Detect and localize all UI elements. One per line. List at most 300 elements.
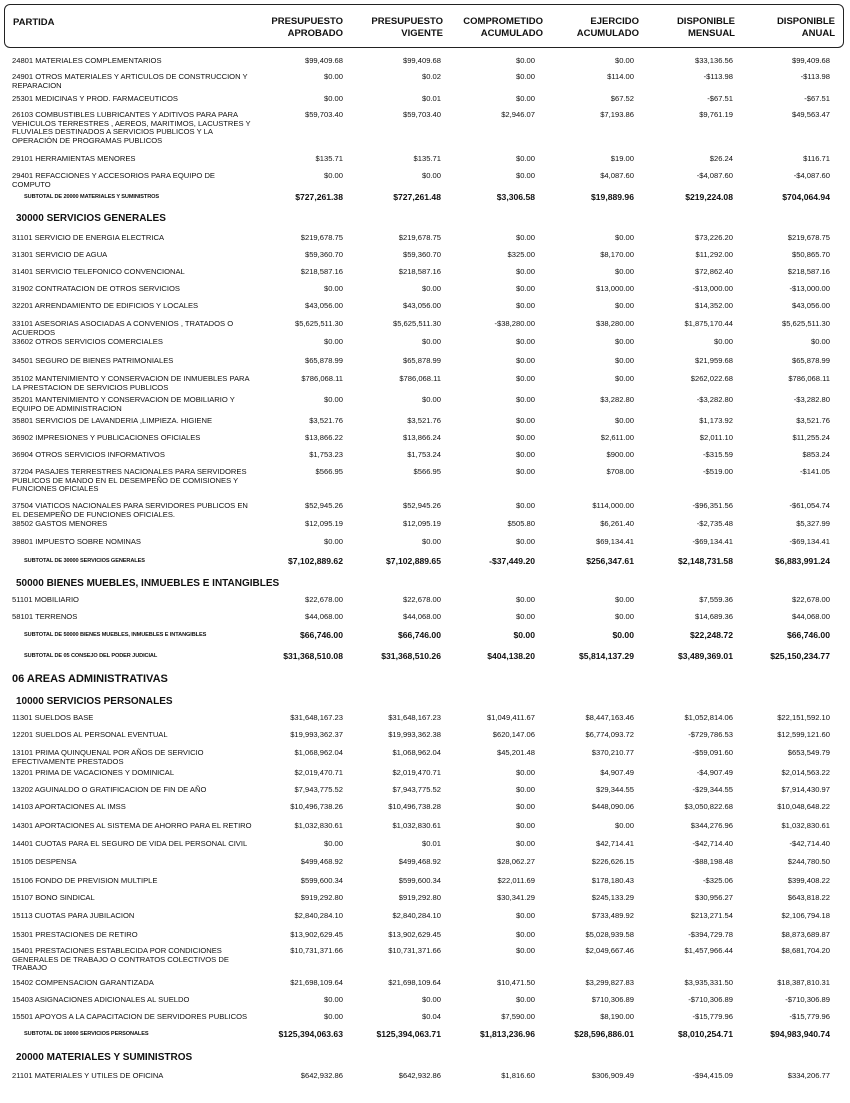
cell-disponible-mensual: $344,276.96 <box>690 821 733 830</box>
cell-disponible-mensual: $2,011.10 <box>699 433 733 442</box>
cell-disponible-mensual: $213,271.54 <box>690 911 733 920</box>
cell-ejercido-acumulado: $710,306.89 <box>591 995 634 1004</box>
cell-disponible-mensual: $3,935,331.50 <box>684 978 733 987</box>
cell-presupuesto-aprobado: $5,625,511.30 <box>295 319 343 328</box>
cell-disponible-anual: $116.71 <box>803 154 830 163</box>
cell-ejercido-acumulado: $5,814,137.29 <box>579 651 634 661</box>
header-partida: PARTIDA <box>13 17 55 28</box>
section-heading: 10000 SERVICIOS PERSONALES <box>16 696 173 707</box>
section-heading: 20000 MATERIALES Y SUMINISTROS <box>16 1052 193 1063</box>
partida-label: 51101 MOBILIARIO <box>12 595 79 604</box>
cell-ejercido-acumulado: $5,028,939.58 <box>585 930 634 939</box>
cell-presupuesto-vigente: $0.00 <box>421 284 441 293</box>
cell-presupuesto-vigente: $499,468.92 <box>398 857 441 866</box>
cell-disponible-mensual: -$29,344.55 <box>692 785 733 794</box>
cell-disponible-anual: $8,873,689.87 <box>781 930 830 939</box>
cell-disponible-mensual: -$94,415.09 <box>692 1071 733 1080</box>
cell-presupuesto-vigente: $43,056.00 <box>402 301 441 310</box>
cell-disponible-anual: $94,983,940.74 <box>770 1029 830 1039</box>
cell-presupuesto-aprobado: $12,095.19 <box>304 519 343 528</box>
cell-disponible-anual: -$141.05 <box>800 467 830 476</box>
header-disponible-mensual: DISPONIBLE MENSUAL <box>676 16 735 39</box>
cell-presupuesto-aprobado: $59,703.40 <box>304 110 343 119</box>
header-presupuesto-vigente: PRESUPUESTO VIGENTE <box>371 16 443 39</box>
cell-presupuesto-vigente: $786,068.11 <box>399 374 441 383</box>
cell-presupuesto-aprobado: $0.00 <box>323 995 343 1004</box>
cell-presupuesto-vigente: $218,587.16 <box>398 267 441 276</box>
cell-comprometido-acumulado: $0.00 <box>515 768 535 777</box>
cell-presupuesto-aprobado: $22,678.00 <box>304 595 343 604</box>
cell-presupuesto-aprobado: $0.00 <box>323 537 343 546</box>
partida-label: 37204 PASAJES TERRESTRES NACIONALES PARA SERVIDORES PUBLICOS DE MANDO EN EL DESEMPEÑO DE COMISIONES Y FUNCIONES OFICIALES <box>12 467 247 494</box>
cell-presupuesto-aprobado: $125,394,063.63 <box>278 1029 343 1039</box>
partida-label: 33602 OTROS SERVICIOS COMERCIALES <box>12 337 163 346</box>
cell-presupuesto-vigente: $10,731,371.66 <box>388 946 441 955</box>
cell-disponible-mensual: $11,292.00 <box>695 250 733 259</box>
section-heading: 50000 BIENES MUEBLES, INMUEBLES E INTANGIBLES <box>16 578 280 589</box>
cell-disponible-mensual: -$325.06 <box>703 876 733 885</box>
cell-presupuesto-vigente: $2,840,284.10 <box>392 911 441 920</box>
partida-label: 15401 PRESTACIONES ESTABLECIDA POR CONDICIONES GENERALES DE TRABAJO O CONTRATOS COLECTIVOS DE TRABAJO <box>12 946 229 973</box>
cell-comprometido-acumulado: $0.00 <box>515 356 535 365</box>
cell-presupuesto-vigente: $10,496,738.28 <box>388 802 441 811</box>
cell-disponible-mensual: -$69,134.41 <box>692 537 733 546</box>
partida-label: 15106 FONDO DE PREVISION MULTIPLE <box>12 876 158 885</box>
cell-presupuesto-vigente: $1,032,830.61 <box>392 821 441 830</box>
cell-presupuesto-aprobado: $0.00 <box>323 72 343 81</box>
cell-disponible-anual: $5,327.99 <box>796 519 830 528</box>
cell-ejercido-acumulado: $0.00 <box>614 595 634 604</box>
partida-label: 15105 DESPENSA <box>12 857 77 866</box>
cell-disponible-anual: $65,878.99 <box>791 356 830 365</box>
cell-disponible-anual: -$3,282.80 <box>793 395 830 404</box>
cell-presupuesto-aprobado: $1,753.23 <box>309 450 343 459</box>
partida-label: 39801 IMPUESTO SOBRE NOMINAS <box>12 537 141 546</box>
header-comprometido-acumulado: COMPROMETIDO ACUMULADO <box>463 16 543 39</box>
cell-comprometido-acumulado: $0.00 <box>515 995 535 1004</box>
cell-disponible-anual: $25,150,234.77 <box>770 651 830 661</box>
cell-disponible-anual: $12,599,121.60 <box>777 730 830 739</box>
cell-presupuesto-aprobado: $10,731,371.66 <box>290 946 343 955</box>
cell-comprometido-acumulado: $2,946.07 <box>501 110 535 119</box>
cell-presupuesto-aprobado: $19,993,362.37 <box>290 730 343 739</box>
cell-ejercido-acumulado: $448,090.06 <box>591 802 634 811</box>
cell-comprometido-acumulado: $0.00 <box>515 911 535 920</box>
cell-ejercido-acumulado: $0.00 <box>614 612 634 621</box>
cell-ejercido-acumulado: $8,190.00 <box>600 1012 634 1021</box>
cell-presupuesto-aprobado: $13,902,629.45 <box>290 930 343 939</box>
cell-ejercido-acumulado: $0.00 <box>614 374 634 383</box>
cell-ejercido-acumulado: $306,909.49 <box>591 1071 634 1080</box>
cell-presupuesto-vigente: $919,292.80 <box>398 893 441 902</box>
cell-comprometido-acumulado: $0.00 <box>515 839 535 848</box>
partida-label: 21101 MATERIALES Y UTILES DE OFICINA <box>12 1071 164 1080</box>
cell-ejercido-acumulado: $0.00 <box>614 337 634 346</box>
cell-presupuesto-vigente: $13,902,629.45 <box>388 930 441 939</box>
cell-presupuesto-vigente: $135.71 <box>413 154 441 163</box>
cell-comprometido-acumulado: $0.00 <box>515 233 535 242</box>
cell-comprometido-acumulado: $0.00 <box>515 612 535 621</box>
cell-presupuesto-vigente: $59,360.70 <box>402 250 441 259</box>
cell-disponible-anual: $704,064.94 <box>782 192 830 202</box>
cell-disponible-mensual: $2,148,731.58 <box>678 556 733 566</box>
cell-presupuesto-vigente: $599,600.34 <box>398 876 441 885</box>
header-ejercido-acumulado: EJERCIDO ACUMULADO <box>576 16 639 39</box>
cell-presupuesto-aprobado: $219,678.75 <box>300 233 343 242</box>
cell-disponible-anual: $50,865.70 <box>791 250 830 259</box>
cell-presupuesto-vigente: $21,698,109.64 <box>388 978 441 987</box>
cell-disponible-mensual: $1,052,814.06 <box>684 713 733 722</box>
cell-disponible-mensual: -$113.98 <box>703 72 733 81</box>
cell-disponible-anual: $219,678.75 <box>787 233 830 242</box>
cell-disponible-mensual: $9,761.19 <box>699 110 733 119</box>
table-header <box>4 4 844 48</box>
cell-presupuesto-vigente: $125,394,063.71 <box>376 1029 441 1039</box>
cell-disponible-mensual: $262,022.68 <box>690 374 733 383</box>
cell-comprometido-acumulado: $0.00 <box>515 416 535 425</box>
cell-ejercido-acumulado: $3,282.80 <box>600 395 634 404</box>
cell-disponible-anual: $99,409.68 <box>791 56 830 65</box>
cell-disponible-mensual: -$59,091.60 <box>692 748 733 757</box>
partida-label: 29401 REFACCIONES Y ACCESORIOS PARA EQUIPO DE COMPUTO <box>12 171 215 189</box>
cell-comprometido-acumulado: $0.00 <box>515 72 535 81</box>
cell-disponible-anual: $10,048,648.22 <box>777 802 830 811</box>
cell-comprometido-acumulado: $0.00 <box>515 374 535 383</box>
cell-presupuesto-aprobado: $44,068.00 <box>304 612 343 621</box>
cell-disponible-mensual: -$3,282.80 <box>696 395 733 404</box>
cell-presupuesto-aprobado: $566.95 <box>315 467 343 476</box>
cell-disponible-anual: -$42,714.40 <box>789 839 830 848</box>
cell-comprometido-acumulado: $0.00 <box>513 630 535 640</box>
partida-label: 31401 SERVICIO TELEFONICO CONVENCIONAL <box>12 267 185 276</box>
cell-presupuesto-vigente: $22,678.00 <box>402 595 441 604</box>
cell-presupuesto-aprobado: $786,068.11 <box>301 374 343 383</box>
cell-ejercido-acumulado: $38,280.00 <box>595 319 634 328</box>
cell-disponible-mensual: $1,173.92 <box>699 416 733 425</box>
cell-ejercido-acumulado: $28,596,886.01 <box>574 1029 634 1039</box>
cell-ejercido-acumulado: $4,087.60 <box>600 171 634 180</box>
cell-disponible-mensual: $219,224.08 <box>685 192 733 202</box>
partida-label: 35201 MANTENIMIENTO Y CONSERVACION DE MOBILIARIO Y EQUIPO DE ADMINISTRACION <box>12 395 235 413</box>
cell-ejercido-acumulado: $256,347.61 <box>586 556 634 566</box>
partida-label: 33101 ASESORIAS ASOCIADAS A CONVENIOS , TRATADOS O ACUERDOS <box>12 319 234 337</box>
partida-label: 13201 PRIMA DE VACACIONES Y DOMINICAL <box>12 768 175 777</box>
subtotal-label: SUBTOTAL DE 20000 MATERIALES Y SUMINISTROS <box>24 194 160 200</box>
cell-comprometido-acumulado: $404,138.20 <box>487 651 535 661</box>
cell-presupuesto-vigente: $65,878.99 <box>402 356 441 365</box>
cell-disponible-mensual: -$2,735.48 <box>696 519 733 528</box>
cell-disponible-anual: $399,408.22 <box>787 876 830 885</box>
subtotal-label: SUBTOTAL DE 05 CONSEJO DEL PODER JUDICIAL <box>24 653 158 659</box>
cell-presupuesto-aprobado: $10,496,738.26 <box>290 802 343 811</box>
cell-presupuesto-aprobado: $0.00 <box>323 395 343 404</box>
cell-disponible-anual: -$4,087.60 <box>793 171 830 180</box>
cell-comprometido-acumulado: $0.00 <box>515 301 535 310</box>
cell-presupuesto-vigente: $0.02 <box>421 72 441 81</box>
cell-comprometido-acumulado: $45,201.48 <box>496 748 535 757</box>
cell-presupuesto-vigente: $31,648,167.23 <box>388 713 441 722</box>
cell-ejercido-acumulado: $8,447,163.46 <box>585 713 634 722</box>
partida-label: 15501 APOYOS A LA CAPACITACION DE SERVIDORES PUBLICOS <box>12 1012 248 1021</box>
partida-label: 35801 SERVICIOS DE LAVANDERIA ,LIMPIEZA. HIGIENE <box>12 416 213 425</box>
partida-label: 15107 BONO SINDICAL <box>12 893 95 902</box>
cell-disponible-anual: $334,206.77 <box>787 1071 830 1080</box>
partida-label: 25301 MEDICINAS Y PROD. FARMACEUTICOS <box>12 94 178 103</box>
cell-ejercido-acumulado: $2,049,667.46 <box>585 946 634 955</box>
cell-ejercido-acumulado: $4,907.49 <box>600 768 634 777</box>
cell-disponible-anual: $786,068.11 <box>788 374 830 383</box>
cell-disponible-mensual: $21,959.68 <box>694 356 733 365</box>
cell-comprometido-acumulado: $505.80 <box>507 519 535 528</box>
cell-comprometido-acumulado: $22,011.69 <box>497 876 535 885</box>
cell-presupuesto-vigente: $0.00 <box>421 395 441 404</box>
cell-presupuesto-vigente: $0.01 <box>421 94 441 103</box>
cell-comprometido-acumulado: $0.00 <box>515 450 535 459</box>
cell-comprometido-acumulado: $0.00 <box>515 171 535 180</box>
partida-label: 12201 SUELDOS AL PERSONAL EVENTUAL <box>12 730 168 739</box>
cell-ejercido-acumulado: $0.00 <box>614 821 634 830</box>
cell-ejercido-acumulado: $370,210.77 <box>591 748 634 757</box>
cell-disponible-anual: $44,068.00 <box>791 612 830 621</box>
cell-presupuesto-vigente: $3,521.76 <box>407 416 441 425</box>
cell-presupuesto-vigente: $0.00 <box>421 537 441 546</box>
cell-ejercido-acumulado: $19,889.96 <box>590 192 634 202</box>
cell-disponible-mensual: $1,457,966.44 <box>684 946 733 955</box>
cell-comprometido-acumulado: -$37,449.20 <box>489 556 535 566</box>
cell-ejercido-acumulado: $69,134.41 <box>595 537 634 546</box>
cell-disponible-anual: $0.00 <box>810 337 830 346</box>
cell-disponible-anual: $218,587.16 <box>787 267 830 276</box>
cell-presupuesto-vigente: $31,368,510.26 <box>381 651 441 661</box>
partida-label: 32201 ARRENDAMIENTO DE EDIFICIOS Y LOCALES <box>12 301 199 310</box>
cell-ejercido-acumulado: $8,170.00 <box>600 250 634 259</box>
cell-presupuesto-aprobado: $0.00 <box>323 171 343 180</box>
cell-presupuesto-vigente: $642,932.86 <box>398 1071 441 1080</box>
cell-disponible-mensual: $33,136.56 <box>694 56 733 65</box>
cell-comprometido-acumulado: $0.00 <box>515 94 535 103</box>
partida-label: 14301 APORTACIONES AL SISTEMA DE AHORRO PARA EL RETIRO <box>12 821 252 830</box>
cell-disponible-anual: $11,255.24 <box>792 433 830 442</box>
cell-presupuesto-aprobado: $31,648,167.23 <box>290 713 343 722</box>
partida-label: 14401 CUOTAS PARA EL SEGURO DE VIDA DEL PERSONAL CIVIL <box>12 839 248 848</box>
cell-presupuesto-vigente: $0.00 <box>421 171 441 180</box>
cell-disponible-mensual: -$710,306.89 <box>688 995 733 1004</box>
partida-label: 36902 IMPRESIONES Y PUBLICACIONES OFICIALES <box>12 433 201 442</box>
cell-comprometido-acumulado: $10,471.50 <box>496 978 535 987</box>
cell-presupuesto-aprobado: $31,368,510.08 <box>283 651 343 661</box>
partida-label: 29101 HERRAMIENTAS MENORES <box>12 154 136 163</box>
cell-disponible-anual: $3,521.76 <box>796 416 830 425</box>
cell-presupuesto-aprobado: $0.00 <box>323 284 343 293</box>
section-heading: 30000 SERVICIOS GENERALES <box>16 213 166 224</box>
cell-comprometido-acumulado: $325.00 <box>507 250 535 259</box>
cell-presupuesto-aprobado: $2,019,470.71 <box>294 768 343 777</box>
cell-ejercido-acumulado: $0.00 <box>614 356 634 365</box>
cell-presupuesto-aprobado: $66,746.00 <box>299 630 343 640</box>
cell-disponible-mensual: $3,050,822.68 <box>684 802 733 811</box>
cell-disponible-anual: $22,151,592.10 <box>777 713 830 722</box>
cell-presupuesto-aprobado: $3,521.76 <box>309 416 343 425</box>
cell-disponible-anual: $1,032,830.61 <box>781 821 830 830</box>
cell-ejercido-acumulado: $114.00 <box>607 72 634 81</box>
subtotal-label: SUBTOTAL DE 10000 SERVICIOS PERSONALES <box>24 1031 149 1037</box>
partida-label: 15403 ASIGNACIONES ADICIONALES AL SUELDO <box>12 995 190 1004</box>
cell-disponible-mensual: $0.00 <box>713 337 733 346</box>
cell-disponible-mensual: $30,956.27 <box>694 893 733 902</box>
partida-label: 35102 MANTENIMIENTO Y CONSERVACION DE INMUEBLES PARA LA PRESTACION DE SERVICIOS PUBLICOS <box>12 374 250 392</box>
cell-ejercido-acumulado: $0.00 <box>614 56 634 65</box>
cell-presupuesto-aprobado: $0.00 <box>323 94 343 103</box>
cell-comprometido-acumulado: $0.00 <box>515 337 535 346</box>
partida-label: 34501 SEGURO DE BIENES PATRIMONIALES <box>12 356 174 365</box>
cell-presupuesto-aprobado: $218,587.16 <box>300 267 343 276</box>
cell-presupuesto-aprobado: $59,360.70 <box>304 250 343 259</box>
cell-comprometido-acumulado: $0.00 <box>515 930 535 939</box>
cell-presupuesto-vigente: $66,746.00 <box>397 630 441 640</box>
cell-disponible-anual: $49,563.47 <box>791 110 830 119</box>
cell-disponible-anual: -$710,306.89 <box>785 995 830 1004</box>
cell-disponible-anual: $18,387,810.31 <box>777 978 830 987</box>
cell-presupuesto-vigente: $1,753.24 <box>407 450 441 459</box>
cell-ejercido-acumulado: $13,000.00 <box>595 284 634 293</box>
section-heading: 06 AREAS ADMINISTRATIVAS <box>12 673 168 685</box>
cell-disponible-anual: $244,780.50 <box>787 857 830 866</box>
cell-presupuesto-aprobado: $919,292.80 <box>300 893 343 902</box>
cell-disponible-mensual: $7,559.36 <box>699 595 733 604</box>
cell-presupuesto-vigente: $59,703.40 <box>402 110 441 119</box>
cell-comprometido-acumulado: $0.00 <box>515 537 535 546</box>
partida-label: 11301 SUELDOS BASE <box>12 713 94 722</box>
cell-disponible-anual: -$113.98 <box>800 72 830 81</box>
cell-presupuesto-vigente: $2,019,470.71 <box>392 768 441 777</box>
cell-disponible-anual: -$67.51 <box>804 94 830 103</box>
cell-disponible-mensual: -$519.00 <box>703 467 733 476</box>
partida-label: 13101 PRIMA QUINQUENAL POR AÑOS DE SERVICIO EFECTIVAMENTE PRESTADOS <box>12 748 204 766</box>
cell-disponible-anual: $7,914,430.97 <box>781 785 830 794</box>
cell-ejercido-acumulado: $6,261.40 <box>600 519 634 528</box>
partida-label: 37504 VIATICOS NACIONALES PARA SERVIDORES PUBLICOS EN EL DESEMPEÑO DE FUNCIONES OFICIALES. <box>12 501 248 519</box>
cell-presupuesto-aprobado: $7,102,889.62 <box>288 556 343 566</box>
header-presupuesto-aprobado: PRESUPUESTO APROBADO <box>271 16 343 39</box>
cell-ejercido-acumulado: $29,344.55 <box>595 785 634 794</box>
partida-label: 15113 CUOTAS PARA JUBILACION <box>12 911 135 920</box>
cell-presupuesto-vigente: $566.95 <box>413 467 441 476</box>
cell-presupuesto-aprobado: $0.00 <box>323 1012 343 1021</box>
cell-disponible-anual: -$61,054.74 <box>789 501 830 510</box>
cell-presupuesto-vigente: $12,095.19 <box>402 519 441 528</box>
cell-disponible-mensual: -$15,779.96 <box>692 1012 733 1021</box>
cell-ejercido-acumulado: $0.00 <box>614 301 634 310</box>
cell-disponible-anual: $853.24 <box>802 450 830 459</box>
cell-disponible-anual: -$15,779.96 <box>789 1012 830 1021</box>
cell-disponible-mensual: $3,489,369.01 <box>678 651 733 661</box>
cell-disponible-anual: $8,681,704.20 <box>781 946 830 955</box>
cell-disponible-mensual: -$88,198.48 <box>692 857 733 866</box>
cell-presupuesto-vigente: $52,945.26 <box>402 501 441 510</box>
cell-disponible-mensual: $26.24 <box>709 154 733 163</box>
cell-disponible-anual: -$13,000.00 <box>789 284 830 293</box>
cell-presupuesto-vigente: $219,678.75 <box>398 233 441 242</box>
cell-comprometido-acumulado: $1,816.60 <box>501 1071 535 1080</box>
cell-presupuesto-aprobado: $727,261.38 <box>295 192 343 202</box>
cell-comprometido-acumulado: $0.00 <box>515 284 535 293</box>
cell-disponible-anual: $5,625,511.30 <box>782 319 830 328</box>
cell-comprometido-acumulado: $0.00 <box>515 501 535 510</box>
cell-comprometido-acumulado: $0.00 <box>515 267 535 276</box>
cell-presupuesto-vigente: $1,068,962.04 <box>392 748 441 757</box>
cell-disponible-mensual: -$729,786.53 <box>688 730 733 739</box>
cell-ejercido-acumulado: $114,000.00 <box>592 501 634 510</box>
cell-disponible-anual: $43,056.00 <box>791 301 830 310</box>
cell-comprometido-acumulado: -$38,280.00 <box>494 319 535 328</box>
cell-presupuesto-aprobado: $499,468.92 <box>300 857 343 866</box>
subtotal-label: SUBTOTAL DE 30000 SERVICIOS GENERALES <box>24 558 145 564</box>
cell-ejercido-acumulado: $0.00 <box>614 233 634 242</box>
cell-ejercido-acumulado: $3,299,827.83 <box>585 978 634 987</box>
cell-presupuesto-vigente: $99,409.68 <box>402 56 441 65</box>
cell-disponible-mensual: $14,689.36 <box>694 612 733 621</box>
cell-disponible-anual: -$69,134.41 <box>789 537 830 546</box>
cell-presupuesto-vigente: $13,866.24 <box>402 433 441 442</box>
cell-comprometido-acumulado: $30,341.29 <box>496 893 535 902</box>
cell-ejercido-acumulado: $67.52 <box>610 94 634 103</box>
cell-presupuesto-vigente: $7,943,775.52 <box>392 785 441 794</box>
header-disponible-anual: DISPONIBLE ANUAL <box>776 16 835 39</box>
cell-comprometido-acumulado: $3,306.58 <box>496 192 535 202</box>
partida-label: 24901 OTROS MATERIALES Y ARTICULOS DE CONSTRUCCION Y REPARACION <box>12 72 248 90</box>
cell-comprometido-acumulado: $0.00 <box>515 56 535 65</box>
partida-label: 24801 MATERIALES COMPLEMENTARIOS <box>12 56 162 65</box>
cell-ejercido-acumulado: $42,714.41 <box>595 839 634 848</box>
subtotal-label: SUBTOTAL DE 50000 BIENES MUEBLES, INMUEBLES E INTANGIBLES <box>24 632 207 638</box>
partida-label: 58101 TERRENOS <box>12 612 78 621</box>
cell-ejercido-acumulado: $708.00 <box>606 467 634 476</box>
cell-presupuesto-aprobado: $0.00 <box>323 839 343 848</box>
cell-comprometido-acumulado: $0.00 <box>515 595 535 604</box>
cell-ejercido-acumulado: $733,489.92 <box>591 911 634 920</box>
cell-disponible-anual: $66,746.00 <box>786 630 830 640</box>
partida-label: 15402 COMPENSACION GARANTIZADA <box>12 978 154 987</box>
cell-disponible-mensual: -$42,714.40 <box>692 839 733 848</box>
cell-presupuesto-vigente: $5,625,511.30 <box>393 319 441 328</box>
cell-ejercido-acumulado: $0.00 <box>612 630 634 640</box>
cell-comprometido-acumulado: $620,147.06 <box>492 730 535 739</box>
cell-ejercido-acumulado: $226,626.15 <box>591 857 634 866</box>
cell-disponible-mensual: $14,352.00 <box>694 301 733 310</box>
cell-ejercido-acumulado: $245,133.29 <box>591 893 634 902</box>
cell-comprometido-acumulado: $0.00 <box>515 154 535 163</box>
cell-comprometido-acumulado: $28,062.27 <box>496 857 535 866</box>
cell-disponible-anual: $6,883,991.24 <box>775 556 830 566</box>
cell-ejercido-acumulado: $900.00 <box>606 450 634 459</box>
partida-label: 31301 SERVICIO DE AGUA <box>12 250 108 259</box>
cell-presupuesto-aprobado: $599,600.34 <box>300 876 343 885</box>
cell-presupuesto-aprobado: $642,932.86 <box>300 1071 343 1080</box>
cell-disponible-anual: $2,106,794.18 <box>781 911 830 920</box>
cell-disponible-mensual: -$4,087.60 <box>696 171 733 180</box>
partida-label: 13202 AGUINALDO O GRATIFICACION DE FIN DE AÑO <box>12 785 207 794</box>
cell-disponible-mensual: $8,010,254.71 <box>678 1029 733 1039</box>
cell-ejercido-acumulado: $6,774,093.72 <box>585 730 634 739</box>
cell-disponible-anual: $643,818.22 <box>787 893 830 902</box>
cell-presupuesto-aprobado: $135.71 <box>315 154 343 163</box>
cell-comprometido-acumulado: $1,813,236.96 <box>480 1029 535 1039</box>
cell-disponible-anual: $22,678.00 <box>791 595 830 604</box>
cell-presupuesto-vigente: $7,102,889.65 <box>386 556 441 566</box>
cell-comprometido-acumulado: $0.00 <box>515 395 535 404</box>
cell-presupuesto-aprobado: $43,056.00 <box>304 301 343 310</box>
cell-presupuesto-vigente: $44,068.00 <box>402 612 441 621</box>
